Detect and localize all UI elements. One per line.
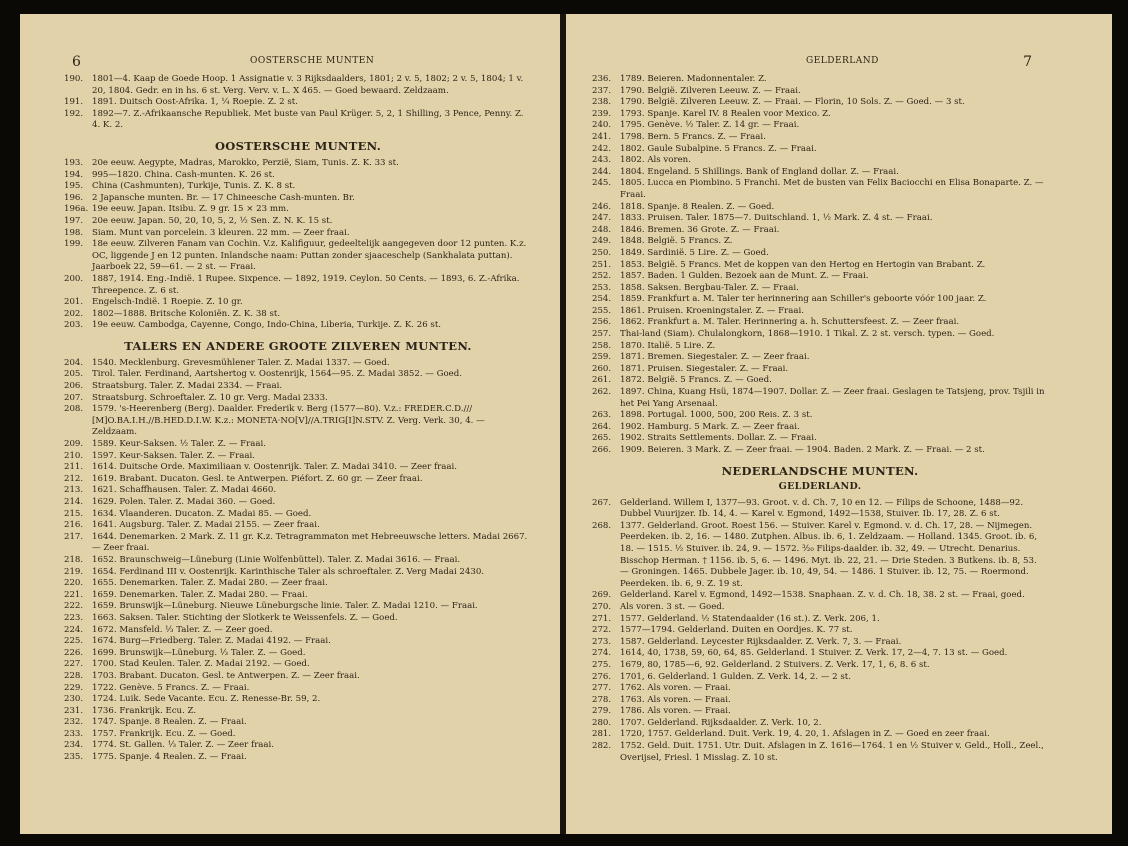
catalog-entry — [64, 555, 532, 567]
page-number-left: 6 — [72, 54, 81, 70]
entry-list — [592, 74, 1048, 457]
lot-description: 1790. België. Zilveren Leeuw. Z. — Fraai. — Florin, 10 Sols. Z. — Goed. — 3 st. — [620, 97, 965, 108]
lot-description: 1802. Gaule Subalpine. 5 Francs. Z. — Fraai. — [620, 143, 817, 154]
lot-number: 201. — [64, 297, 84, 308]
catalog-entry — [64, 636, 532, 648]
lot-description: 1858. Saksen. Bergbau-Taler. Z. — Fraai. — [620, 282, 799, 293]
lot-number: 224. — [64, 624, 84, 635]
lot-number: 210. — [64, 450, 84, 461]
running-header-left: OOSTERSCHE MUNTEN — [250, 56, 375, 66]
catalog-entry — [64, 497, 532, 509]
lot-description: 1589. Keur-Saksen. ½ Taler. Z. — Fraai. — [92, 439, 266, 450]
catalog-entry — [592, 97, 1048, 109]
lot-description: 1703. Brabant. Ducaton. Gesl. te Antwerpen. Z. — Zeer fraai. — [92, 670, 360, 681]
catalog-entry — [64, 671, 532, 683]
catalog-entry — [592, 614, 1048, 626]
lot-description: 1377. Gelderland. Groot. Roest 156. — Stuiver. Karel v. Egmond. v. d. Ch. 17, 28. — Nijmegen. Peerdeken. ib. 2, 16. — 1480. Zutphen. Albus. ib. 6, 1. Zeldzaam. — Holland. 1345. Groot. ib. 6, 18. — 1515. ½ Stuiver. ib. 24, 9. — 1572. ³⁄₂₀ Filips-daalder. ib. 32, 49. — Utrecht. Denarius. Bisschop Herman. † 1156. ib. 5, 6. — 1496. Myt. ib. 22, 21. — Drie Steden. 3 Butkens. ib. 8, 53. — Groningen. 1465. Dubbele Jager. ib. 10, 49, 54. — 1486. 1 Stuiver. ib. 12, 75. — Roermond. Peerdeken. ib. 6, 9. Z. 19 st. — [620, 520, 1038, 589]
lot-description: 1833. Pruisen. Taler. 1875—7. Duitschland. 1, ½ Mark. Z. 4 st. — Fraai. — [620, 213, 933, 224]
catalog-entry — [64, 439, 532, 451]
lot-description: Gelderland. Willem I, 1377—93. Groot. v. d. Ch. 7, 10 en 12. — Filips de Schoone, 1488—92. Dubbel Vuurijzer. Ib. 14, 4. — Karel v. Egmond, 1492—1538, Stuiver. Ib. 17, 28. Z. 6 st. — [620, 497, 1024, 520]
lot-number: 221. — [64, 589, 84, 600]
lot-number: 219. — [64, 566, 84, 577]
catalog-entry — [592, 317, 1048, 329]
lot-description: 1790. België. Zilveren Leeuw. Z. — Fraai. — [620, 85, 801, 96]
lot-number: 250. — [592, 247, 612, 258]
lot-number: 193. — [64, 157, 84, 168]
lot-number: 203. — [64, 320, 84, 331]
lot-number: 244. — [592, 166, 612, 177]
lot-number: 255. — [592, 305, 612, 316]
lot-number: 279. — [592, 706, 612, 717]
left-page — [20, 14, 560, 834]
lot-number: 266. — [592, 445, 612, 455]
lot-description: 1793. Spanje. Karel IV. 8 Realen voor Mexico. Z. — [620, 108, 831, 119]
lot-description: 20e eeuw. Aegypte, Madras, Marokko, Perzië, Siam, Tunis. Z. K. 33 st. — [92, 157, 399, 168]
catalog-entry — [592, 660, 1048, 672]
catalog-entry — [592, 445, 1048, 457]
lot-description: 1724. Luik. Sede Vacante. Ecu. Z. Renesse-Br. 59, 2. — [92, 694, 321, 705]
lot-description: 1818. Spanje. 8 Realen. Z. — Goed. — [620, 201, 775, 212]
lot-number: 282. — [592, 741, 612, 752]
lot-number: 194. — [64, 169, 84, 180]
section-heading: TALERS EN ANDERE GROOTE ZILVEREN MUNTEN. — [124, 338, 472, 353]
lot-description: 1802. Als voren. — [620, 155, 691, 166]
catalog-entry — [64, 404, 532, 439]
catalog-entry — [64, 97, 532, 109]
lot-number: 259. — [592, 352, 612, 363]
lot-description: 1699. Brunswijk—Lüneburg. ⅓ Taler. Z. — Goed. — [92, 647, 306, 658]
lot-description: China (Cashmunten), Turkije, Tunis. Z. K. 8 st. — [92, 181, 296, 192]
catalog-entry — [64, 648, 532, 660]
lot-description: 19e eeuw. Japan. Itsibu. Z. 9 gr. 15 × 23 mm. — [92, 204, 289, 215]
catalog-entry — [592, 213, 1048, 225]
catalog-entry — [592, 364, 1048, 376]
lot-description: 1859. Frankfurt a. M. Taler ter herinnering aan Schiller's geboorte vóór 100 jaar. Z. — [620, 294, 987, 305]
catalog-entry — [64, 683, 532, 695]
lot-description: 1853. België. 5 Francs. Met de koppen van den Hertog en Hertogin van Brabant. Z. — [620, 259, 986, 270]
catalog-entry — [64, 170, 532, 182]
entry-list — [592, 498, 1048, 765]
entry-list — [64, 74, 532, 132]
lot-description: 1801—4. Kaap de Goede Hoop. 1 Assignatie v. 3 Rijksdaalders, 1801; 2 v. 5, 1802; 2 v. 5, 1804; 1 v. 20, 1804. Gedr. en in hs. 6 st. Verg. Verv. v. L. X 465. — Goed bewaard. Zeldzaam. — [92, 74, 524, 96]
lot-number: 228. — [64, 670, 84, 681]
catalog-entry — [592, 695, 1048, 707]
catalog-entry — [64, 532, 532, 555]
lot-description: 1707. Gelderland. Rijksdaalder. Z. Verk. 10, 2. — [620, 717, 822, 728]
lot-number: 258. — [592, 340, 612, 351]
catalog-entry — [64, 393, 532, 405]
lot-number: 208. — [64, 404, 84, 415]
lot-description: 1655. Denemarken. Taler. Z. Madai 280. — Zeer fraai. — [92, 578, 328, 589]
section-heading: OOSTERSCHE MUNTEN. — [214, 138, 382, 153]
catalog-entry — [592, 120, 1048, 132]
catalog-entry — [592, 683, 1048, 695]
lot-description: 18e eeuw. Zilveren Fanam van Cochin. V.z. Kalifiguur, gedeeltelijk aangegeven door 12 punten. K.z. OC, liggende J en 12 punten. Inlandsche naam: Puttan zonder sjaaceschelp (Sankhalata puttan). Jaarboek 22, 59—61. — 2 st. — Fraai. — [92, 239, 527, 273]
catalog-entry — [64, 228, 532, 240]
lot-number: 256. — [592, 317, 612, 328]
lot-number: 240. — [592, 120, 612, 131]
lot-description: 1577—1794. Gelderland. Duiten en Oordjes. K. 77 st. — [620, 625, 853, 636]
catalog-entry — [592, 637, 1048, 649]
lot-number: 190. — [64, 74, 84, 84]
catalog-entry — [592, 144, 1048, 156]
lot-description: 1789. Beieren. Madonnentaler. Z. — [620, 74, 767, 84]
catalog-entry — [64, 309, 532, 321]
lot-number: 252. — [592, 271, 612, 282]
lot-description: Tirol. Taler. Ferdinand, Aartshertog v. Oostenrijk, 1564—95. Z. Madai 3852. — Goed. — [92, 369, 462, 380]
lot-number: 216. — [64, 520, 84, 531]
catalog-entry — [592, 433, 1048, 445]
catalog-entry — [592, 352, 1048, 364]
lot-number: 200. — [64, 273, 84, 284]
lot-number: 223. — [64, 612, 84, 623]
catalog-entry — [592, 329, 1048, 341]
catalog-entry — [592, 387, 1048, 410]
catalog-entry — [64, 601, 532, 613]
lot-description: 1870. Italië. 5 Lire. Z. — [620, 340, 716, 351]
lot-number: 202. — [64, 308, 84, 319]
catalog-entry — [64, 729, 532, 741]
lot-number: 196. — [64, 192, 84, 203]
lot-number: 227. — [64, 659, 84, 670]
lot-number: 253. — [592, 282, 612, 293]
lot-number: 226. — [64, 647, 84, 658]
lot-description: 1663. Saksen. Taler. Stichting der Slotkerk te Weissenfels. Z. — Goed. — [92, 612, 398, 623]
lot-description: 1752. Geld. Duit. 1751. Utr. Duit. Afslagen in Z. 1616—1764. 1 en ½ Stuiver v. Geld., Holl., Zeel., Overijsel, Friesl. 1 Misslag. Z. 10 st. — [620, 741, 1044, 763]
lot-description: 1898. Portugal. 1000, 500, 200 Reis. Z. 3 st. — [620, 410, 813, 421]
catalog-entry — [64, 320, 532, 332]
catalog-entry — [592, 706, 1048, 718]
lot-number: 213. — [64, 485, 84, 496]
lot-number: 214. — [64, 497, 84, 507]
catalog-entry — [592, 236, 1048, 248]
catalog-entry — [64, 625, 532, 637]
subsection-heading: GELDERLAND. — [778, 480, 862, 492]
lot-description: 19e eeuw. Cambodga, Cayenne, Congo, Indo-China, Liberia, Turkije. Z. K. 26 st. — [92, 320, 441, 331]
lot-description: 1540. Mecklenburg. Grevesmühlener Taler. Z. Madai 1337. — Goed. — [92, 357, 390, 368]
lot-description: 1614, 40, 1738, 59, 60, 64, 85. Gelderland. 1 Stuiver. Z. Verk. 17, 2—4, 7. 13 st. — Goed. — [620, 648, 1008, 659]
lot-description: 1909. Beieren. 3 Mark. Z. — Zeer fraai. — 1904. Baden. 2 Mark. Z. — Fraai. — 2 st. — [620, 445, 985, 455]
lot-number: 222. — [64, 601, 84, 612]
lot-description: 1634. Vlaanderen. Ducaton. Z. Madai 85. — Goed. — [92, 508, 312, 519]
lot-number: 206. — [64, 381, 84, 392]
catalog-entry — [64, 297, 532, 309]
lot-number: 220. — [64, 578, 84, 589]
catalog-entry — [64, 193, 532, 205]
lot-number: 274. — [592, 648, 612, 659]
lot-description: Engelsch-Indië. 1 Roepie. Z. 10 gr. — [92, 297, 243, 308]
lot-number: 225. — [64, 636, 84, 647]
lot-number: 207. — [64, 392, 84, 403]
lot-description: 1795. Genève. ½ Taler. Z. 14 gr. — Fraai. — [620, 120, 800, 131]
lot-description: 1619. Brabant. Ducaton. Gesl. te Antwerpen. Piéfort. Z. 60 gr. — Zeer fraai. — [92, 473, 423, 484]
lot-number: 204. — [64, 357, 84, 368]
catalog-entry — [592, 178, 1048, 201]
catalog-entry — [592, 132, 1048, 144]
lot-number: 205. — [64, 369, 84, 380]
lot-description: 1871. Pruisen. Siegestaler. Z. — Fraai. — [620, 363, 789, 374]
lot-number: 241. — [592, 131, 612, 142]
catalog-entry — [592, 260, 1048, 272]
lot-description: 1577. Gelderland. ½ Statendaalder (16 st.). Z. Verk. 206, 1. — [620, 613, 880, 624]
catalog-entry — [592, 602, 1048, 614]
page-number-right: 7 — [1023, 54, 1032, 70]
catalog-entry — [592, 283, 1048, 295]
catalog-entry — [64, 706, 532, 718]
lot-description: 1587. Gelderland. Leycester Rijksdaalder. Z. Verk. 7, 3. — Fraai. — [620, 636, 902, 647]
catalog-entry — [64, 158, 532, 170]
lot-description: 1722. Genève. 5 Francs. Z. — Fraai. — [92, 682, 250, 693]
lot-number: 238. — [592, 97, 612, 108]
lot-number: 273. — [592, 636, 612, 647]
catalog-entry — [64, 578, 532, 590]
catalog-entry — [592, 341, 1048, 353]
lot-number: 276. — [592, 671, 612, 682]
catalog-entry — [64, 274, 532, 297]
catalog-entry — [64, 694, 532, 706]
lot-description: 1659. Denemarken. Taler. Z. Madai 280. — Fraai. — [92, 589, 308, 600]
catalog-entry — [64, 239, 532, 274]
lot-number: 237. — [592, 85, 612, 96]
catalog-entry — [64, 485, 532, 497]
catalog-entry — [592, 225, 1048, 237]
right-page — [566, 14, 1112, 834]
lot-description: 1659. Brunswijk—Lüneburg. Nieuwe Lüneburgsche linie. Taler. Z. Madai 1210. — Fraai. — [92, 601, 478, 612]
lot-description: 1775. Spanje. 4 Realen. Z. — Fraai. — [92, 752, 247, 763]
catalog-entry — [592, 625, 1048, 637]
lot-description: 1846. Bremen. 36 Grote. Z. — Fraai. — [620, 224, 780, 235]
catalog-entry — [592, 375, 1048, 387]
lot-number: 263. — [592, 410, 612, 421]
entry-list — [64, 158, 532, 332]
catalog-entry — [592, 648, 1048, 660]
lot-number: 264. — [592, 421, 612, 432]
lot-description: 1862. Frankfurt a. M. Taler. Herinnering a. h. Schuttersfeest. Z. — Zeer fraai. — [620, 317, 960, 328]
lot-description: Als voren. 3 st. — Goed. — [620, 601, 725, 612]
lot-number: 261. — [592, 375, 612, 386]
lot-number: 242. — [592, 143, 612, 154]
catalog-entry — [592, 410, 1048, 422]
catalog-entry — [64, 462, 532, 474]
lot-number: 277. — [592, 683, 612, 694]
lot-description: 1892—7. Z.-Afrikaansche Republiek. Met buste van Paul Krüger. 5, 2, 1 Shilling, 3 Pence, Penny. Z. 4. K. 2. — [92, 108, 524, 131]
lot-number: 196a. — [64, 204, 89, 215]
lot-number: 195. — [64, 181, 84, 192]
left-page-content — [64, 74, 532, 764]
lot-description: 1654. Ferdinand III v. Oostenrijk. Karinthische Taler als schroeftaler. Z. Verg Madai 2430. — [92, 566, 485, 577]
catalog-entry — [592, 718, 1048, 730]
lot-number: 270. — [592, 601, 612, 612]
lot-description: 1736. Frankrijk. Ecu. Z. — [92, 705, 197, 716]
catalog-entry — [64, 590, 532, 602]
lot-description: Gelderland. Karel v. Egmond, 1492—1538. Snaphaan. Z. v. d. Ch. 18, 38. 2 st. — Fraai, goed. — [620, 590, 1025, 601]
lot-description: 1629. Polen. Taler. Z. Madai 360. — Goed. — [92, 497, 276, 507]
lot-number: 275. — [592, 659, 612, 670]
lot-description: 1757. Frankrijk. Ecu. Z. — Goed. — [92, 728, 236, 739]
lot-number: 247. — [592, 213, 612, 224]
lot-description: 1891. Duitsch Oost-Afrika. 1, ¼ Roepie. Z. 2 st. — [92, 97, 298, 108]
lot-description: 1614. Duitsche Orde. Maximiliaan v. Oostenrijk. Taler. Z. Madai 3410. — Zeer fraai. — [92, 462, 457, 473]
lot-description: 1672. Mansfeld. ⅓ Taler. Z. — Zeer goed. — [92, 624, 273, 635]
lot-description: 1871. Bremen. Siegestaler. Z. — Zeer fraai. — [620, 352, 810, 363]
lot-description: 1802—1888. Britsche Koloniën. Z. K. 38 st. — [92, 308, 281, 319]
lot-number: 209. — [64, 439, 84, 450]
lot-description: 1804. Engeland. 5 Shillings. Bank of England dollar. Z. — Fraai. — [620, 166, 899, 177]
lot-description: 1641. Augsburg. Taler. Z. Madai 2155. — Zeer fraai. — [92, 520, 320, 531]
catalog-entry — [64, 369, 532, 381]
lot-description: 1674. Burg—Friedberg. Taler. Z. Madai 4192. — Fraai. — [92, 636, 331, 647]
entry-list — [64, 358, 532, 764]
lot-number: 218. — [64, 554, 84, 565]
lot-number: 234. — [64, 740, 84, 751]
lot-description: 1774. St. Gallen. ⅓ Taler. Z. — Zeer fraai. — [92, 740, 275, 751]
lot-description: 1701, 6. Gelderland. 1 Gulden. Z. Verk. 14, 2. — 2 st. — [620, 671, 851, 682]
catalog-entry — [64, 216, 532, 228]
lot-description: 20e eeuw. Japan. 50, 20, 10, 5, 2, ½ Sen. Z. N. K. 15 st. — [92, 215, 333, 226]
lot-description: 1747. Spanje. 8 Realen. Z. — Fraai. — [92, 717, 247, 728]
catalog-entry — [592, 202, 1048, 214]
catalog-entry — [64, 520, 532, 532]
lot-number: 271. — [592, 613, 612, 624]
lot-description: 1861. Pruisen. Kroeningstaler. Z. — Fraai. — [620, 305, 804, 316]
lot-number: 257. — [592, 329, 612, 340]
lot-number: 236. — [592, 74, 612, 84]
catalog-entry — [64, 613, 532, 625]
lot-number: 280. — [592, 717, 612, 728]
catalog-entry — [64, 181, 532, 193]
right-page-content — [592, 74, 1048, 764]
lot-number: 269. — [592, 590, 612, 601]
lot-number: 215. — [64, 508, 84, 519]
catalog-entry — [592, 741, 1048, 764]
lot-number: 192. — [64, 108, 84, 119]
lot-number: 278. — [592, 694, 612, 705]
section-heading: NEDERLANDSCHE MUNTEN. — [721, 463, 919, 478]
lot-description: 1700. Stad Keulen. Taler. Z. Madai 2192. — Goed. — [92, 659, 310, 670]
lot-number: 229. — [64, 682, 84, 693]
catalog-entry — [64, 717, 532, 729]
catalog-entry — [64, 474, 532, 486]
lot-description: 1597. Keur-Saksen. Taler. Z. — Fraai. — [92, 450, 255, 461]
lot-description: 1652. Braunschweig—Lüneburg (Linie Wolfenbüttel). Taler. Z. Madai 3616. — Fraai. — [92, 554, 461, 565]
lot-number: 281. — [592, 729, 612, 740]
lot-number: 232. — [64, 717, 84, 728]
lot-number: 235. — [64, 752, 84, 763]
lot-description: 1762. Als voren. — Fraai. — [620, 683, 731, 694]
catalog-entry — [64, 358, 532, 370]
lot-number: 197. — [64, 215, 84, 226]
lot-number: 212. — [64, 473, 84, 484]
catalog-entry — [592, 109, 1048, 121]
catalog-entry — [64, 74, 532, 97]
catalog-entry — [592, 729, 1048, 741]
catalog-entry — [592, 521, 1048, 591]
lot-number: 230. — [64, 694, 84, 705]
lot-description: 1720, 1757. Gelderland. Duit. Verk. 19, 4. 20, 1. Afslagen in Z. — Goed en zeer fraai. — [620, 729, 990, 740]
lot-number: 191. — [64, 97, 84, 108]
lot-number: 267. — [592, 497, 612, 508]
lot-number: 211. — [64, 462, 84, 473]
catalog-entry — [592, 74, 1048, 86]
catalog-entry — [64, 109, 532, 132]
catalog-entry — [592, 498, 1048, 521]
catalog-entry — [592, 422, 1048, 434]
lot-description: 1897. China, Kuang Hsü, 1874—1907. Dollar. Z. — Zeer fraai. Geslagen te Tatsjeng, prov. Tsjili in het Pei Yang Arsenaal. — [620, 387, 1045, 409]
lot-description: 1805. Lucca en Piombino. 5 Franchi. Met de busten van Felix Baciocchi en Elisa Bonaparte. Z. — Fraai. — [620, 178, 1044, 200]
catalog-entry — [592, 306, 1048, 318]
lot-description: 1763. Als voren. — Fraai. — [620, 694, 731, 705]
lot-description: 1798. Bern. 5 Francs. Z. — Fraai. — [620, 131, 766, 142]
lot-number: 239. — [592, 108, 612, 119]
lot-description: 1872. België. 5 Francs. Z. — Goed. — [620, 375, 772, 386]
lot-number: 246. — [592, 201, 612, 212]
catalog-entry — [592, 248, 1048, 260]
lot-number: 231. — [64, 705, 84, 716]
lot-number: 198. — [64, 227, 84, 238]
catalog-entry — [64, 740, 532, 752]
catalog-entry — [64, 752, 532, 764]
lot-number: 245. — [592, 178, 612, 189]
catalog-entry — [592, 672, 1048, 684]
catalog-entry — [592, 167, 1048, 179]
lot-description: 1579. 's-Heerenberg (Berg). Daalder. Frederik v. Berg (1577—80). V.z.: FREDER.C.D./// [M]O.BA.I.H.//B.HED.D.I.W. K.z.: MONETA·NO[V]//A.TRIG[I]N.STV. Z. Verg. Verk. 30, 4. — Zeldzaam. — [92, 404, 485, 438]
lot-description: 1786. Als voren. — Fraai. — [620, 706, 731, 717]
catalog-entry — [64, 509, 532, 521]
lot-description: 1902. Hamburg. 5 Mark. Z. — Zeer fraai. — [620, 421, 800, 432]
lot-number: 233. — [64, 728, 84, 739]
catalog-entry — [64, 204, 532, 216]
lot-description: 1644. Denemarken. 2 Mark. Z. 11 gr. K.z. Tetragrammaton met Hebreeuwsche letters. Madai 2667. — Zeer fraai. — [92, 531, 528, 554]
lot-description: 1849. Sardinië. 5 Lire. Z. — Goed. — [620, 247, 769, 258]
lot-number: 248. — [592, 224, 612, 235]
lot-description: 2 Japansche munten. Br. — 17 Chineesche Cash-munten. Br. — [92, 192, 355, 203]
lot-number: 249. — [592, 236, 612, 247]
catalog-entry — [592, 155, 1048, 167]
lot-description: 1857. Baden. 1 Gulden. Bezoek aan de Munt. Z. — Fraai. — [620, 271, 869, 282]
catalog-entry — [592, 86, 1048, 98]
lot-description: Thai-land (Siam). Chulalongkorn, 1868—1910. 1 Tikal. Z. 2 st. versch. typen. — Goed. — [620, 329, 995, 340]
lot-number: 217. — [64, 531, 84, 542]
lot-number: 268. — [592, 520, 612, 531]
lot-description: Straatsburg. Schroeftaler. Z. 10 gr. Verg. Madai 2333. — [92, 392, 328, 403]
lot-description: 995—1820. China. Cash-munten. K. 26 st. — [92, 169, 275, 180]
catalog-entry — [64, 659, 532, 671]
catalog-entry — [592, 294, 1048, 306]
lot-number: 251. — [592, 259, 612, 270]
lot-number: 260. — [592, 363, 612, 374]
lot-description: 1902. Straits Settlements. Dollar. Z. — Fraai. — [620, 433, 817, 444]
lot-number: 262. — [592, 387, 612, 398]
lot-description: 1679, 80, 1785—6, 92. Gelderland. 2 Stuivers. Z. Verk. 17, 1, 6, 8. 6 st. — [620, 659, 930, 670]
catalog-entry — [64, 567, 532, 579]
catalog-entry — [592, 271, 1048, 283]
lot-description: 1621. Schaffhausen. Taler. Z. Madai 4660. — [92, 485, 277, 496]
lot-number: 254. — [592, 294, 612, 305]
lot-description: Straatsburg. Taler. Z. Madai 2334. — Fraai. — [92, 381, 283, 392]
catalog-entry — [64, 381, 532, 393]
lot-description: 1848. België. 5 Francs. Z. — [620, 236, 733, 247]
catalog-entry — [592, 590, 1048, 602]
lot-description: 1887, 1914. Eng.-Indië. 1 Rupee. Sixpence. — 1892, 1919. Ceylon. 50 Cents. — 1893, 6. Z.-Afrika. Threepence. Z. 6 st. — [92, 273, 520, 296]
lot-number: 243. — [592, 155, 612, 166]
lot-description: Siam. Munt van porcelein. 3 kleuren. 22 mm. — Zeer fraai. — [92, 227, 350, 238]
lot-number: 265. — [592, 433, 612, 444]
lot-number: 199. — [64, 239, 84, 250]
running-header-right: GELDERLAND — [806, 56, 879, 66]
catalog-entry — [64, 451, 532, 463]
lot-number: 272. — [592, 625, 612, 636]
